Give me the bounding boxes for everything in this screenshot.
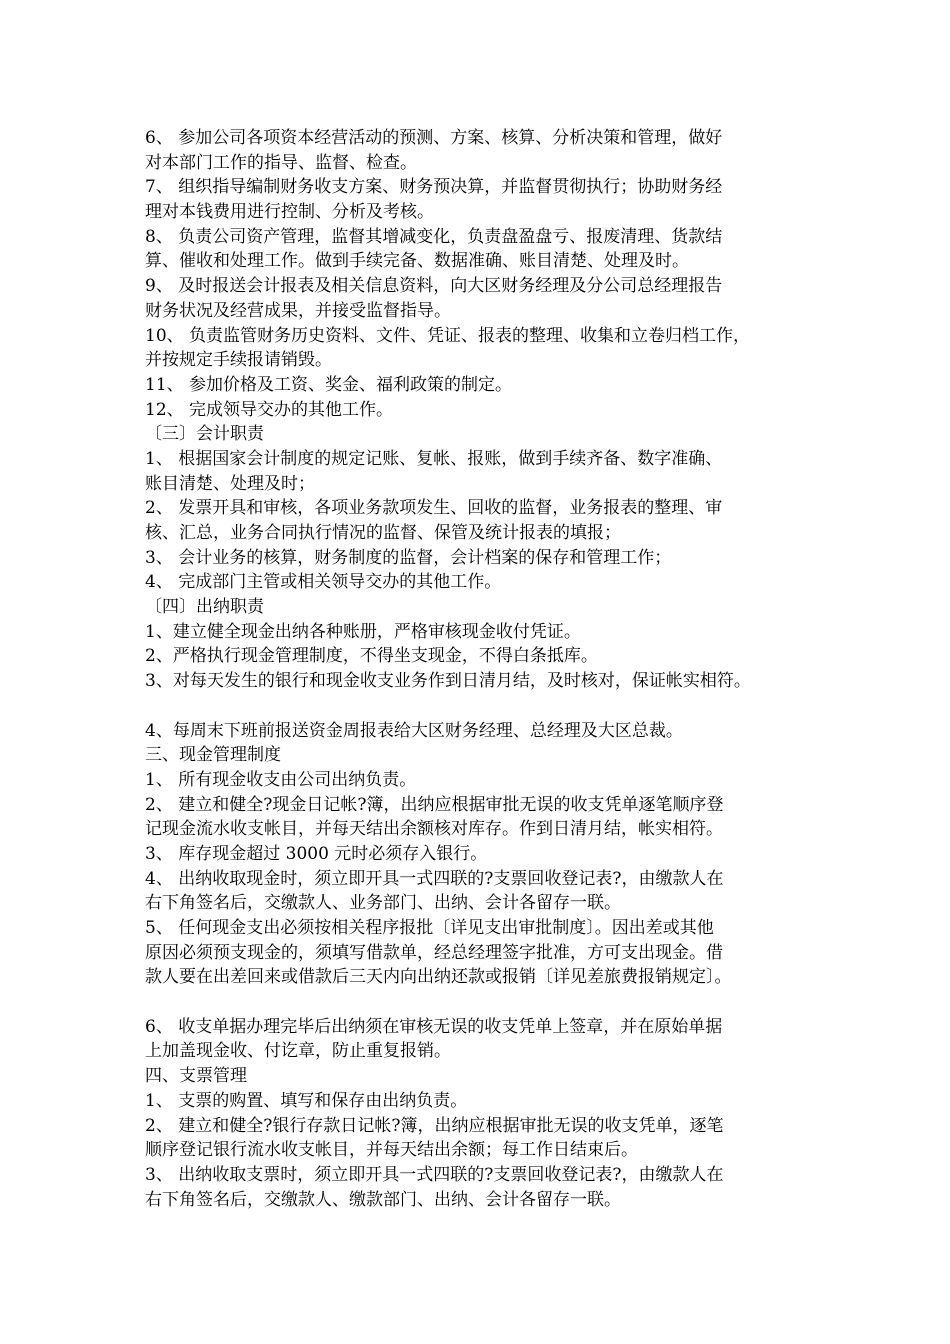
text-line: 核、汇总，业务合同执行情况的监督、保管及统计报表的填报；: [145, 523, 621, 543]
text-line: 11、 参加价格及工资、奖金、福利政策的制定。: [145, 374, 513, 395]
text-line: 6、 参加公司各项资本经营活动的预测、方案、核算、分析决策和管理，做好: [145, 128, 723, 148]
text-line: 三、现金管理制度: [145, 745, 281, 766]
text-line: 6、 收支单据办理完毕后出纳须在审核无误的收支凭单上签章，并在原始单据: [145, 1016, 723, 1037]
text-line: 对本部门工作的指导、监督、检查。: [145, 152, 417, 173]
text-line: 4、 完成部门主管或相关领导交办的其他工作。: [145, 572, 502, 593]
text-line: 理对本钱费用进行控制、分析及考核。: [145, 202, 434, 223]
text-line: 10、 负责监管财务历史资料、文件、凭证、报表的整理、收集和立卷归档工作，: [145, 325, 751, 346]
text-line: 8、 负责公司资产管理，监督其增减变化，负责盘盈盘亏、报废清理、货款结: [145, 226, 723, 247]
text-line: 2、 建立和健全?银行存款日记帐?簿，出纳应根据审批无误的收支凭单，逐笔: [145, 1115, 724, 1136]
text-line: 财务状况及经营成果，并接受监督指导。: [145, 300, 451, 321]
text-line: 账目清楚、处理及时；: [145, 473, 315, 494]
text-line: 7、 组织指导编制财务收支方案、财务预决算，并监督贯彻执行；协助财务经: [145, 177, 723, 198]
text-line: 顺序登记银行流水收支帐目，并每天结出余额；每工作日结束后。: [145, 1140, 638, 1161]
text-line: 3、 库存现金超过 3000 元时必须存入银行。: [145, 843, 488, 864]
text-line: 3、 会计业务的核算，财务制度的监督，会计档案的保存和管理工作；: [145, 547, 672, 568]
text-line: 四、支票管理: [145, 1066, 247, 1087]
text-line: 算、催收和处理工作。做到手续完备、数据准确、账目清楚、处理及时。: [145, 251, 689, 272]
text-line: 2、严格执行现金管理制度，不得坐支现金，不得白条抵库。: [145, 646, 598, 667]
text-line: 并按规定手续报请销毁。: [145, 350, 332, 371]
text-line: 原因必须预支现金的，须填写借款单，经总经理签字批准，方可支出现金。借: [145, 942, 723, 963]
text-line: 1、建立健全现金出纳各种账册，严格审核现金收付凭证。: [145, 621, 581, 642]
blank-line: [145, 990, 835, 1015]
text-line: 2、 建立和健全?现金日记帐?簿，出纳应根据审批无误的收支凭单逐笔顺序登: [145, 794, 724, 815]
text-line: 1、 根据国家会计制度的规定记账、复帐、报账，做到手续齐备、数字准确、: [145, 448, 723, 469]
text-line: 9、 及时报送会计报表及相关信息资料，向大区财务经理及分公司总经理报告: [145, 276, 723, 297]
text-line: 12、 完成领导交办的其他工作。: [145, 399, 394, 420]
text-line: 5、 任何现金支出必须按相关程序报批〔详见支出审批制度〕。因出差或其他: [145, 918, 714, 938]
text-line: 3、 出纳收取支票时，须立即开具一式四联的?支票回收登记表?，由缴款人在: [145, 1164, 724, 1185]
text-line: 4、 出纳收取现金时，须立即开具一式四联的?支票回收登记表?，由缴款人在: [145, 868, 724, 889]
text-line: 上加盖现金收、付讫章，防止重复报销。: [145, 1041, 451, 1062]
text-line: 〔四〕出纳职责: [145, 597, 264, 618]
blank-line: [145, 694, 835, 719]
text-line: 记现金流水收支帐目，并每天结出余额核对库存。作到日清月结，帐实相符。: [145, 819, 723, 840]
text-line: 4、每周末下班前报送资金周报表给大区财务经理、总经理及大区总裁。: [145, 720, 683, 741]
text-line: 3、对每天发生的银行和现金收支业务作到日清月结，及时核对，保证帐实相符。: [145, 671, 751, 692]
document-page: [145, 126, 835, 1212]
text-line: 1、 支票的购置、填写和保存由出纳负责。: [145, 1090, 468, 1111]
text-line: 1、 所有现金收支由公司出纳负责。: [145, 769, 417, 790]
text-line: 右下角签名后，交缴款人、业务部门、出纳、会计各留存一联。: [145, 893, 621, 914]
text-line: 〔三〕会计职责: [145, 424, 264, 445]
text-line: 2、 发票开具和审核，各项业务款项发生、回收的监督，业务报表的整理、审: [145, 498, 723, 519]
text-line: 款人要在出差回来或借款后三天内向出纳还款或报销〔详见差旅费报销规定〕。: [145, 967, 732, 988]
text-line: 右下角签名后，交缴款人、缴款部门、出纳、会计各留存一联。: [145, 1189, 621, 1210]
